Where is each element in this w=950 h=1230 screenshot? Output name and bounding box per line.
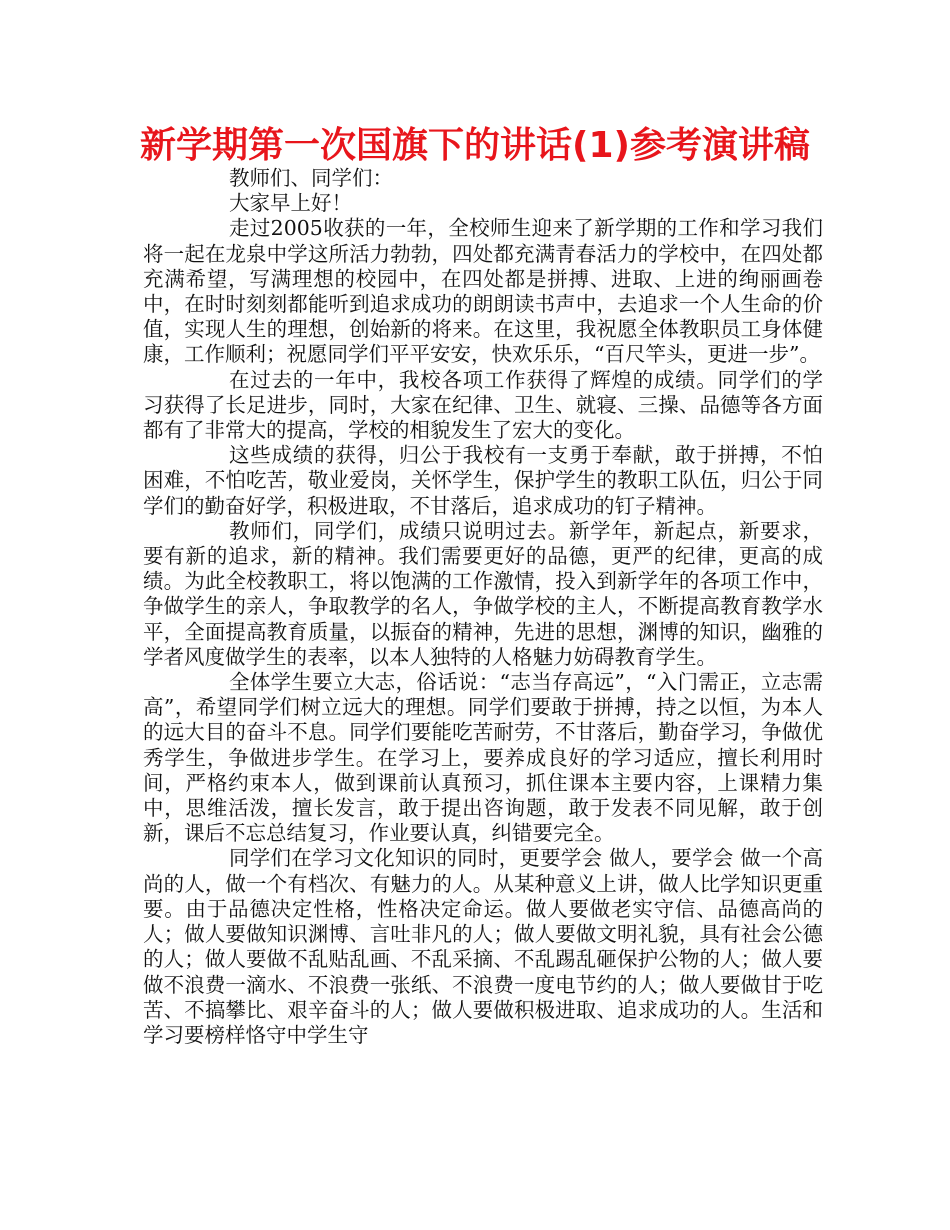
document-body [143, 166, 823, 1048]
paragraph-5: 全体学生要立大志，俗话说：“志当存高远”，“入门需正，立志需高”，希望同学们树立远大的理想。同学们要敢于拼搏，持之以恒，为本人的远大目的奋斗不息。同学们要能吃苦耐劳，不甘落后，勤奋学习，争做优秀学生，争做进步学生。在学习上，要养成良好的学习适应，擅长利用时间，严格约束本人，做到课前认真预习，抓住课本主要内容，上课精力集中，思维活泼，擅长发言，敢于提出咨询题，敢于发表不同见解，敢于创新，课后不忘总结复习，作业要认真，纠错要完全。 [143, 670, 823, 846]
paragraph-4: 教师们，同学们，成绩只说明过去。新学年，新起点，新要求，要有新的追求，新的精神。我们需要更好的品德，更严的纪律，更高的成绩。为此全校教职工，将以饱满的工作激情，投入到新学年的各项工作中，争做学生的亲人，争取教学的名人，争做学校的主人，不断提高教育教学水平，全面提高教育质量，以振奋的精神，先进的思想，渊博的知识，幽雅的学者风度做学生的表率，以本人独特的人格魅力妨碍教育学生。 [143, 518, 823, 669]
paragraph-1: 走过2005收获的一年，全校师生迎来了新学期的工作和学习我们将一起在龙泉中学这所活力勃勃，四处都充满青春活力的学校中，在四处都充满希望，写满理想的校园中，在四处都是拼搏、进取、上进的绚丽画卷中，在时时刻刻都能听到追求成功的朗朗读书声中，去追求一个人生命的价值，实现人生的理想，创始新的将来。在这里，我祝愿全体教职员工身体健康，工作顺利；祝愿同学们平平安安，快欢乐乐，“百尺竿头，更进一步”。 [143, 216, 823, 367]
salutation: 教师们、同学们： [229, 166, 393, 190]
document-title: 新学期第一次国旗下的讲话(1)参考演讲稿 [140, 125, 810, 166]
greeting: 大家早上好！ [229, 191, 352, 216]
paragraph-3: 这些成绩的获得，归公于我校有一支勇于奉献，敢于拼搏，不怕困难，不怕吃苦，敬业爱岗，关怀学生，保护学生的教职工队伍，归公于同学们的勤奋好学，积极进取，不甘落后，追求成功的钉子精神。 [143, 443, 823, 518]
paragraph-2: 在过去的一年中，我校各项工作获得了辉煌的成绩。同学们的学习获得了长足进步，同时，大家在纪律、卫生、就寝、三操、品德等各方面都有了非常大的提高，学校的相貌发生了宏大的变化。 [143, 367, 823, 443]
paragraph-6: 同学们在学习文化知识的同时，更要学会 做人，要学会 做一个高尚的人，做一个有档次、有魅力的人。从某种意义上讲，做人比学知识更重要。由于品德决定性格，性格决定命运。做人要做老实守信、品德高尚的人；做人要做知识渊博、言吐非凡的人；做人要做文明礼貌，具有社会公德的人；做人要做不乱贴乱画、不乱采摘、不乱踢乱砸保护公物的人；做人要做不浪费一滴水、不浪费一张纸、不浪费一度电节约的人；做人要做甘于吃苦、不搞攀比、艰辛奋斗的人；做人要做积极进取、追求成功的人。生活和学习要榜样恪守中学生守 [143, 846, 823, 1047]
